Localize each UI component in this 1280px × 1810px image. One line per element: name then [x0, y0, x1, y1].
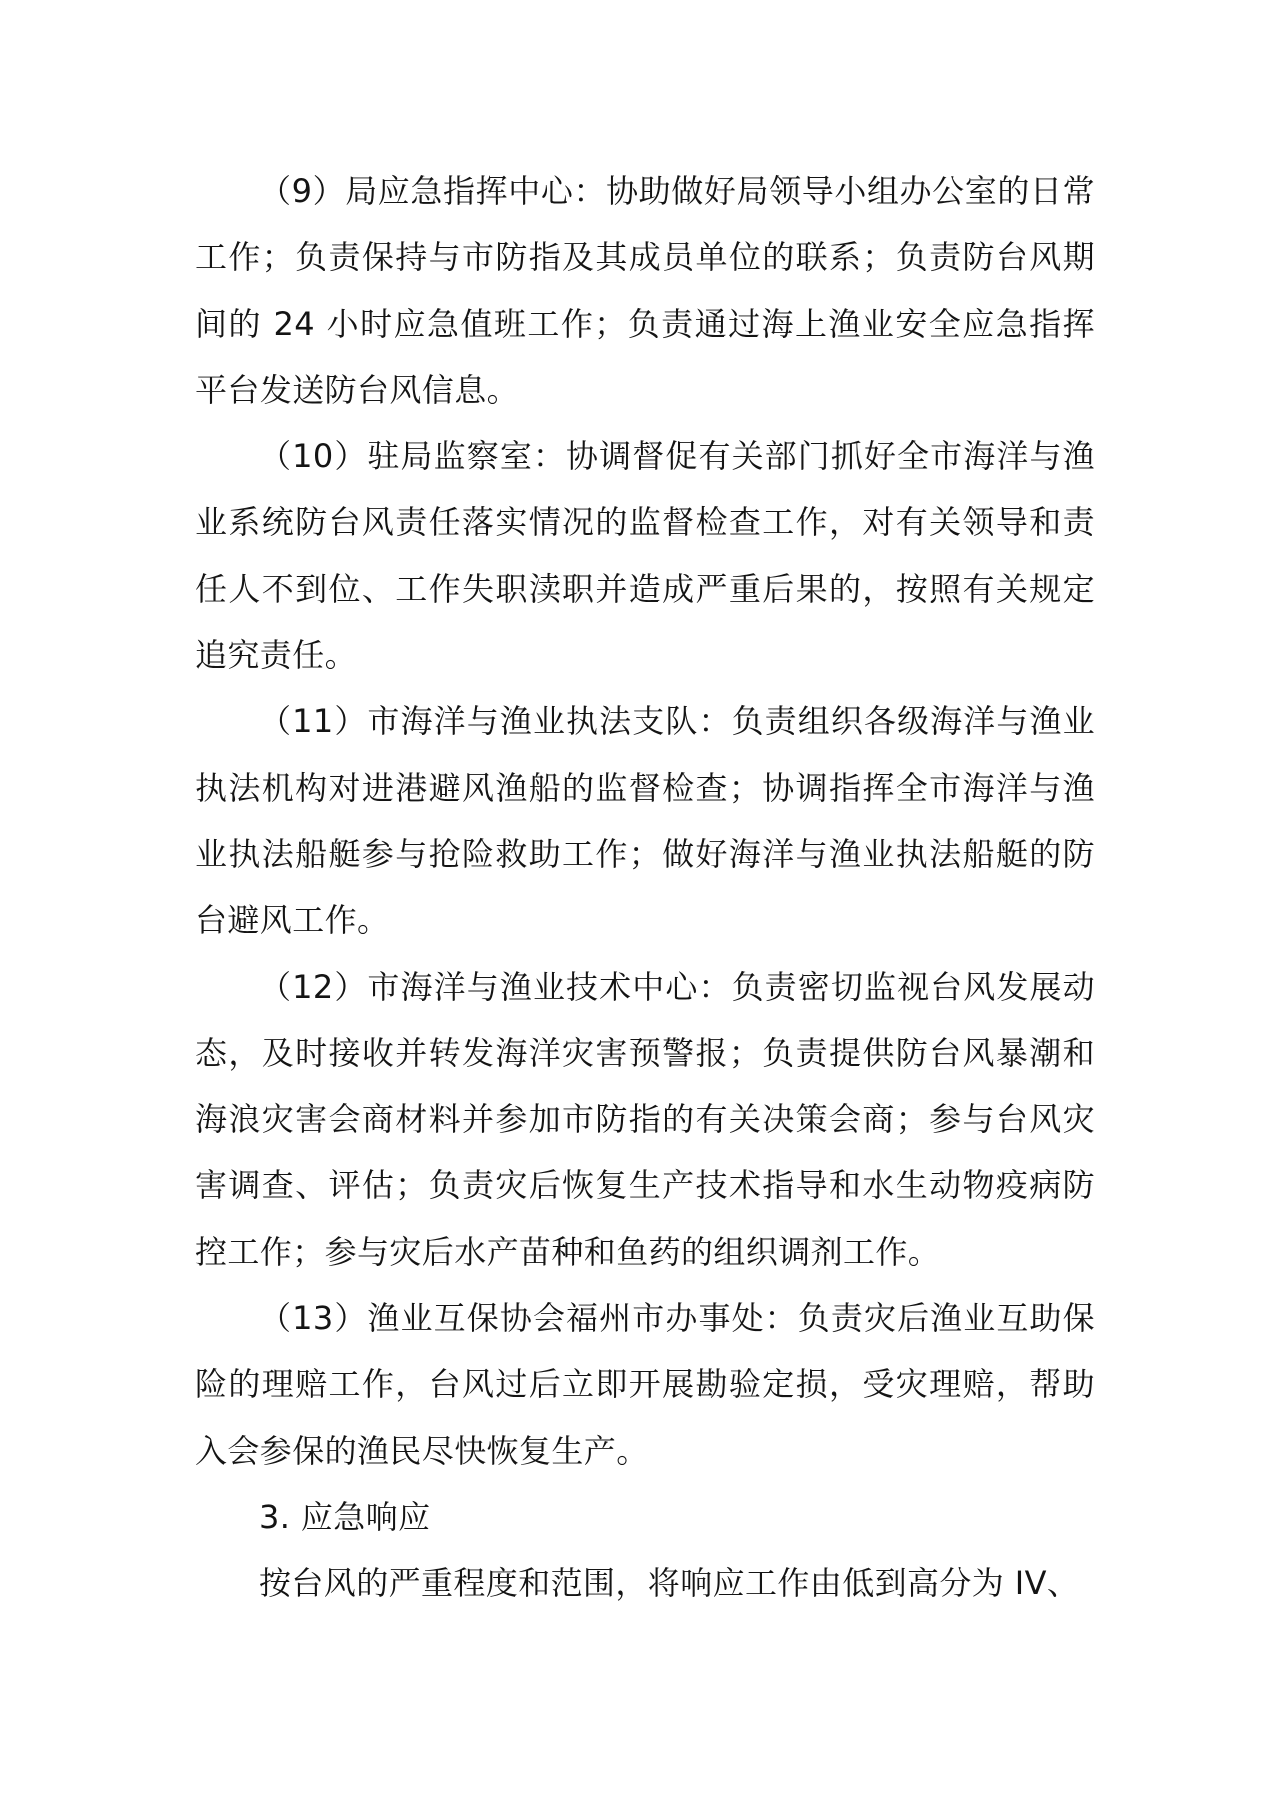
document-body: [195, 158, 1095, 1617]
paragraph-response-levels: 按台风的严重程度和范围，将响应工作由低到高分为 IV、: [259, 1564, 1080, 1603]
paragraph-mutual-insurance-office: （13）渔业互保协会福州市办事处：负责灾后渔业互助保险的理赔工作，台风过后立即开展勘验定损，受灾理赔，帮助入会参保的渔民尽快恢复生产。: [195, 1299, 1095, 1470]
paragraph-law-enforcement-detachment: （11）市海洋与渔业执法支队：负责组织各级海洋与渔业执法机构对进港避风渔船的监督检查；协调指挥全市海洋与渔业执法船艇参与抢险救助工作；做好海洋与渔业执法船艇的防台避风工作。: [195, 702, 1095, 940]
paragraph-supervision-office: （10）驻局监察室：协调督促有关部门抓好全市海洋与渔业系统防台风责任落实情况的监督检查工作，对有关领导和责任人不到位、工作失职渎职并造成严重后果的，按照有关规定追究责任。: [195, 437, 1095, 675]
paragraph-emergency-command-center: （9）局应急指挥中心：协助做好局领导小组办公室的日常工作；负责保持与市防指及其成员单位的联系；负责防台风期间的 24 小时应急值班工作；负责通过海上渔业安全应急指挥平台发送防台风信息。: [195, 172, 1095, 409]
section-heading-emergency-response: 3. 应急响应: [259, 1497, 431, 1536]
paragraph-technology-center: （12）市海洋与渔业技术中心：负责密切监视台风发展动态，及时接收并转发海洋灾害预警报；负责提供防台风暴潮和海浪灾害会商材料并参加市防指的有关决策会商；参与台风灾害调查、评估；负责灾后恢复生产技术指导和水生动物疫病防控工作；参与灾后水产苗种和鱼药的组织调剂工作。: [195, 967, 1095, 1271]
